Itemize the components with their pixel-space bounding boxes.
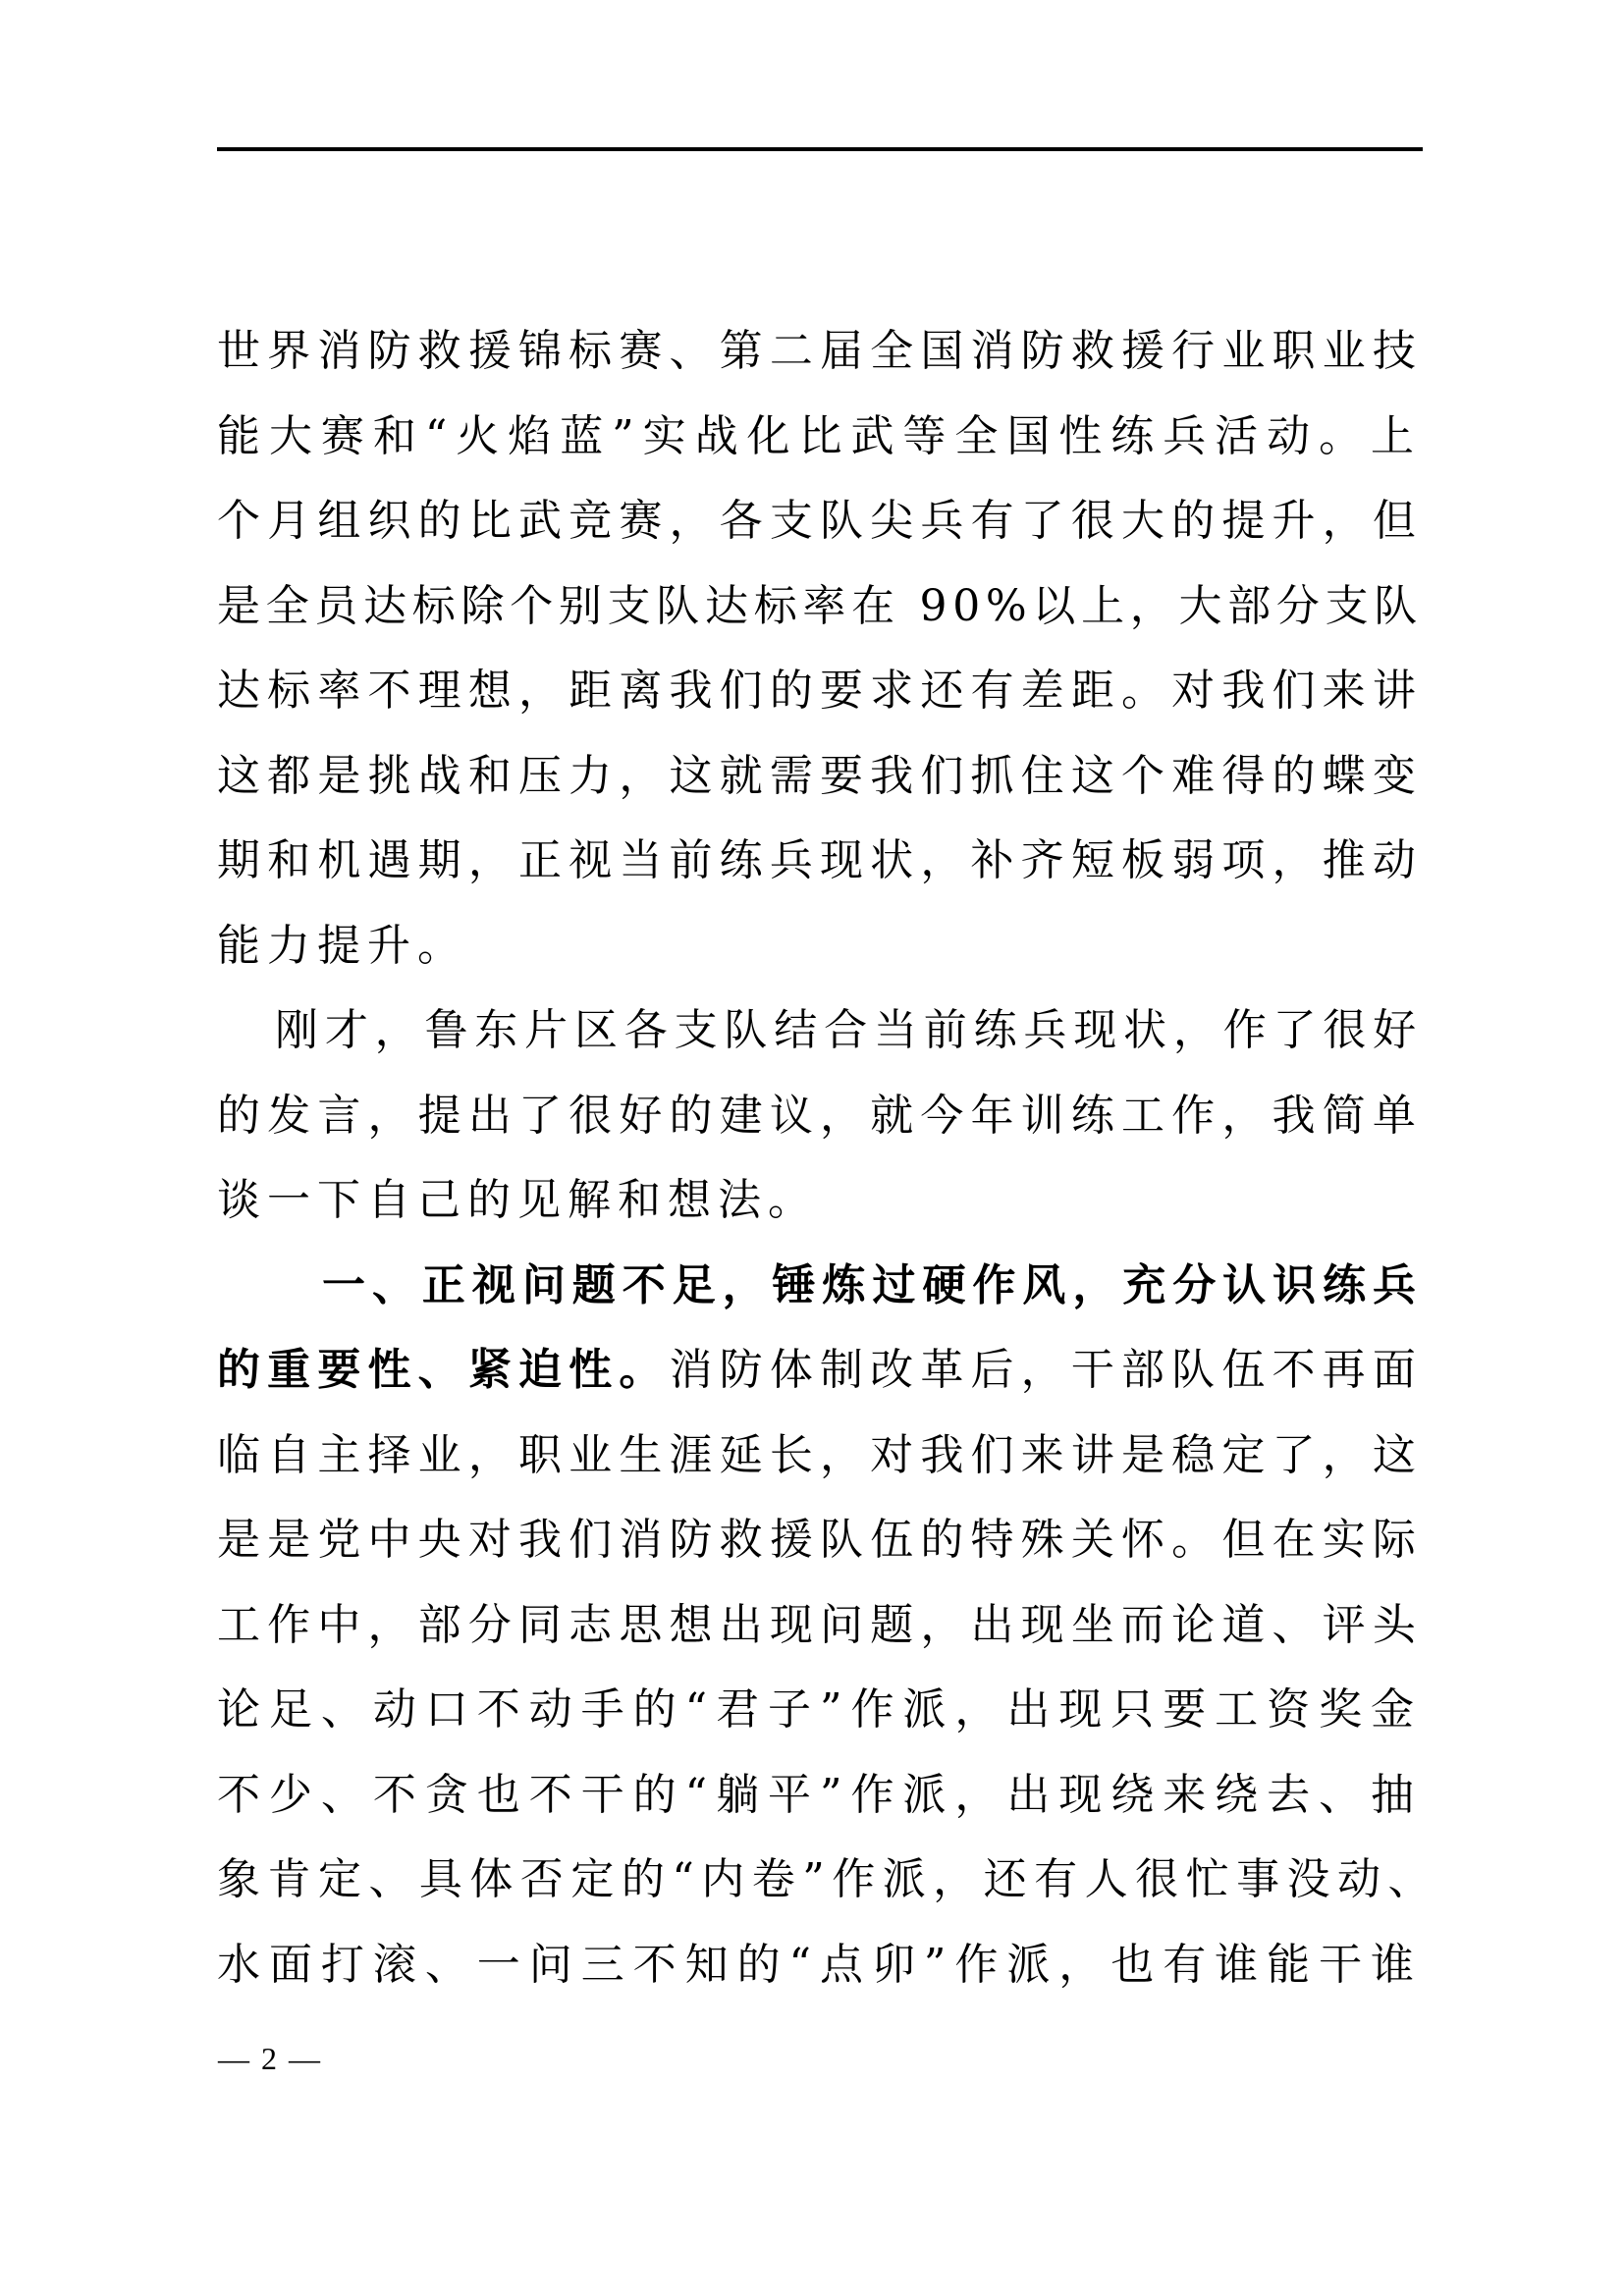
text-line (217, 1923, 1423, 2008)
line-text: 能大赛和“火焰蓝”实战化比武等全国性练兵活动。上 (217, 410, 1423, 461)
text-line (217, 1753, 1423, 1839)
document-body (217, 309, 1438, 2007)
text-line (217, 309, 1423, 395)
line-text: 临自主择业，职业生涯延长，对我们来讲是稳定了，这 (217, 1429, 1423, 1480)
line-text: 这都是挑战和压力，这就需要我们抓住这个难得的蝶变 (217, 750, 1423, 801)
line-text: 期和机遇期，正视当前练兵现状，补齐短板弱项，推动 (217, 835, 1423, 885)
line-text: 论足、动口不动手的“君子”作派，出现只要工资奖金 (217, 1684, 1423, 1735)
header-rule (217, 147, 1423, 151)
line-text: 水面打滚、一问三不知的“点卯”作派，也有谁能干谁 (217, 1939, 1423, 1990)
text-line (217, 904, 1423, 989)
line-text: 是是党中央对我们消防救援队伍的特殊关怀。但在实际 (217, 1515, 1423, 1565)
line-text: 消防体制改革后，干部队伍不再面 (669, 1345, 1423, 1395)
line-text: 谈一下自己的见解和想法。 (217, 1175, 818, 1225)
text-line (217, 1583, 1423, 1669)
text-line (217, 1838, 1438, 1923)
heading-text: 一、正视问题不足，锤炼过硬作风，充分认识练兵 (322, 1259, 1423, 1310)
line-text: 达标率不理想，距离我们的要求还有差距。对我们来讲 (217, 666, 1423, 716)
text-line (217, 564, 1423, 650)
text-line (217, 819, 1423, 904)
line-text: 不少、不贪也不干的“躺平”作派，出现绕来绕去、抽 (217, 1769, 1423, 1820)
text-line (217, 479, 1423, 564)
text-line (217, 395, 1423, 480)
text-line (217, 1668, 1423, 1753)
paragraph-first-line (217, 988, 1423, 1074)
line-text: 工作中，部分同志思想出现问题，出现坐而论道、评头 (217, 1599, 1423, 1650)
page-number: — 2 — (218, 2041, 322, 2076)
line-text: 个月组织的比武竞赛，各支队尖兵有了很大的提升，但 (217, 496, 1423, 546)
line-text: 象肯定、具体否定的“内卷”作派，还有人很忙事没动、 (217, 1854, 1438, 1904)
text-line (217, 649, 1423, 734)
section-heading (217, 1244, 1423, 1329)
text-line (217, 1158, 1423, 1244)
text-line (217, 1498, 1423, 1583)
line-text: 是全员达标除个别支队达标率在 90%以上，大部分支队 (217, 580, 1423, 631)
line-text: 能力提升。 (217, 920, 467, 971)
text-line (217, 734, 1423, 820)
line-text: 刚才，鲁东片区各支队结合当前练兵现状，作了很好 (275, 1005, 1423, 1055)
heading-text-continued: 的重要性、紧迫性。 (217, 1345, 670, 1395)
text-line (217, 1414, 1423, 1499)
text-line (217, 1074, 1423, 1159)
line-text: 世界消防救援锦标赛、第二届全国消防救援行业职业技 (217, 326, 1423, 376)
line-text: 的发言，提出了很好的建议，就今年训练工作，我简单 (217, 1090, 1423, 1141)
text-line (217, 1328, 1423, 1414)
